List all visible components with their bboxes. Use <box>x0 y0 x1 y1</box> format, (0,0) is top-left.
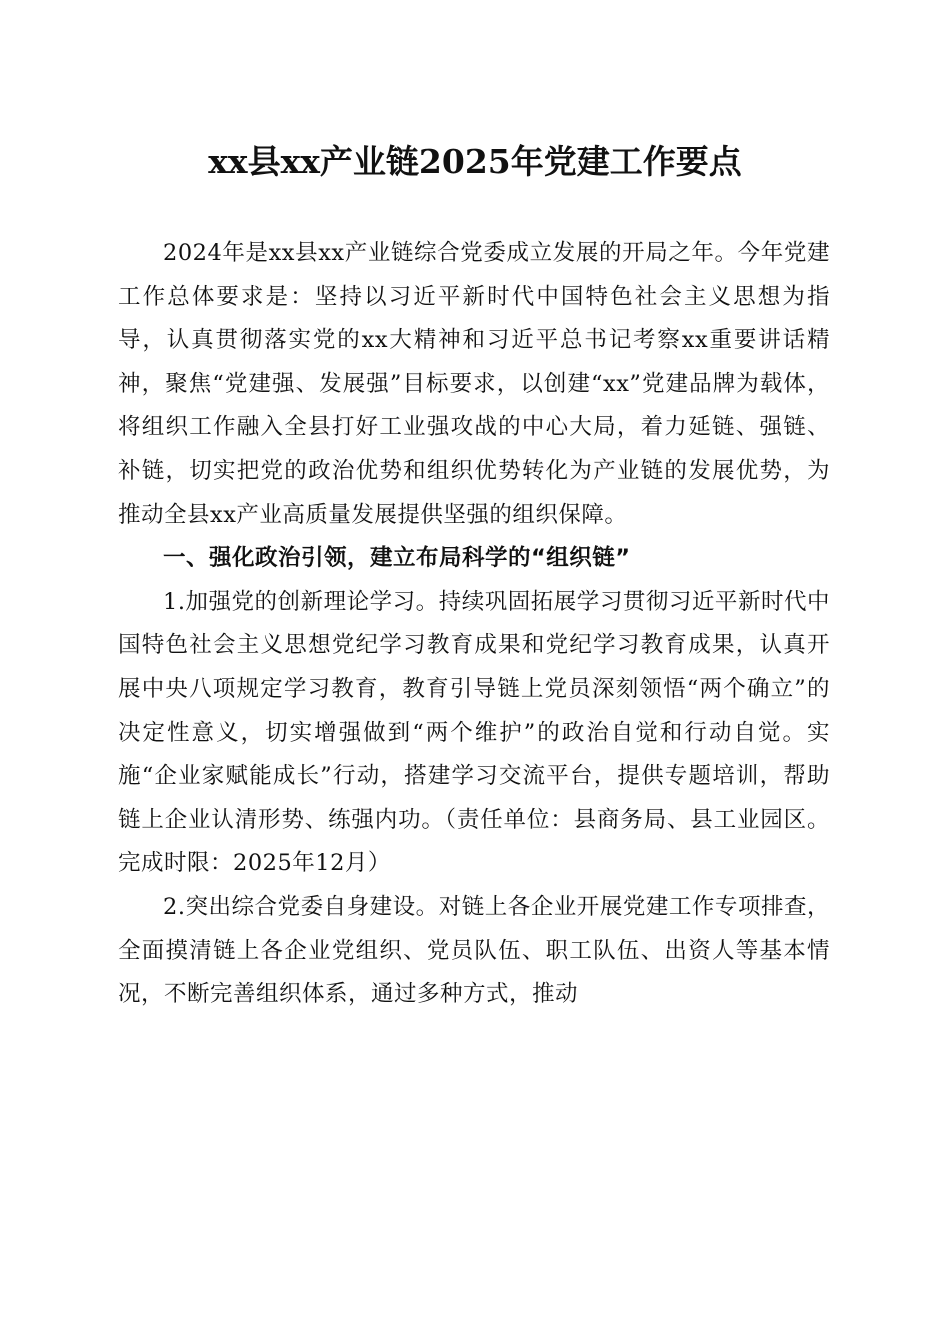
section-heading-1: 一、强化政治引领，建立布局科学的“组织链” <box>163 545 631 572</box>
item-paragraph-2: 2.突出综合党委自身建设。对链上各企业开展党建工作专项排查，全面摸清链上各企业党组织、党员队伍、职工队伍、出资人等基本情况，不断完善组织体系，通过多种方式，推动 <box>118 893 830 1008</box>
intro-paragraph: 2024年是xx县xx产业链综合党委成立发展的开局之年。今年党建工作总体要求是：坚持以习近平新时代中国特色社会主义思想为指导，认真贯彻落实党的xx大精神和习近平总书记考察xx重要讲话精神，聚焦“党建强、发展强”目标要求，以创建“xx”党建品牌为载体，将组织工作融入全县打好工业强攻战的中心大局，着力延链、强链、补链，切实把党的政治优势和组织优势转化为产业链的发展优势，为推动全县xx产业高质量发展提供坚强的组织保障。 <box>118 240 830 528</box>
item-paragraph-1: 1.加强党的创新理论学习。持续巩固拓展学习贯彻习近平新时代中国特色社会主义思想党纪学习教育成果和党纪学习教育成果，认真开展中央八项规定学习教育，教育引导链上党员深刻领悟“两个确立”的决定性意义，切实增强做到“两个维护”的政治自觉和行动自觉。实施“企业家赋能成长”行动，搭建学习交流平台，提供专题培训，帮助链上企业认清形势、练强内功。（责任单位：县商务局、县工业园区。完成时限：2025年12月） <box>118 588 830 877</box>
document-body <box>118 232 830 1017</box>
document-title: xx县xx产业链2025年党建工作要点 <box>208 142 742 181</box>
